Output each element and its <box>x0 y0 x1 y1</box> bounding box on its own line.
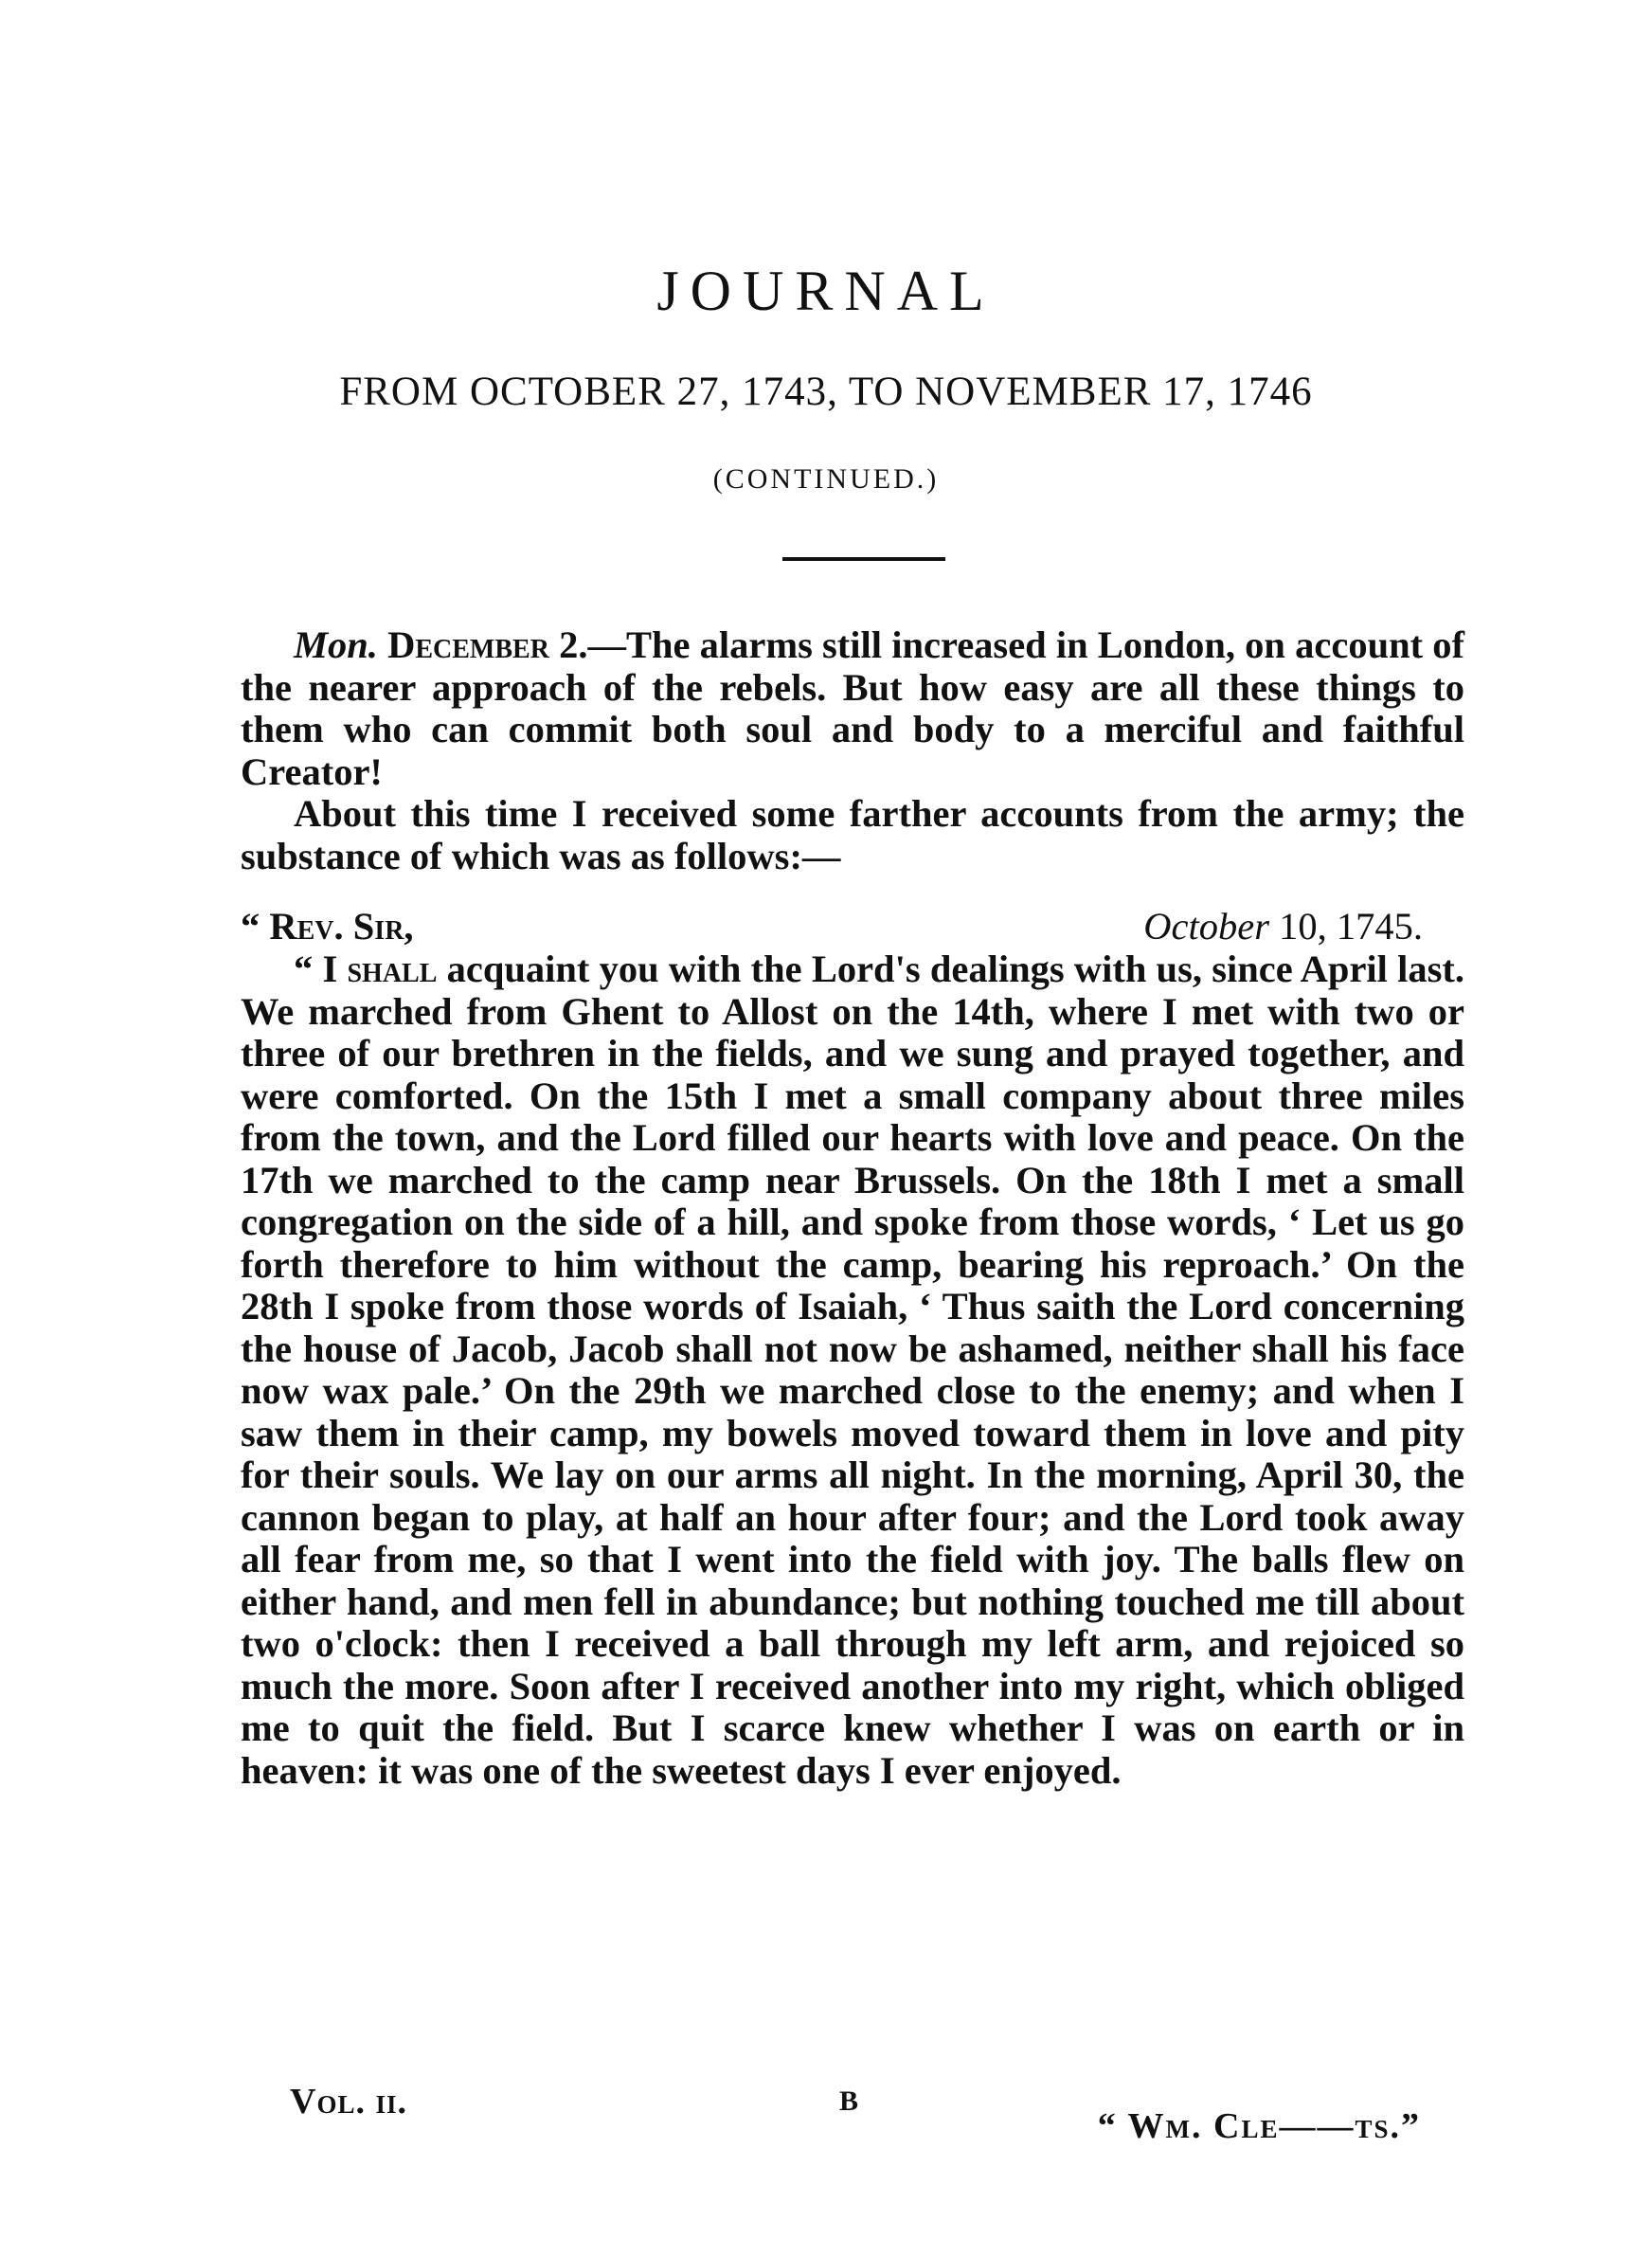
signature-mark: B <box>839 2085 859 2117</box>
entry-paragraph-1 <box>241 624 1464 793</box>
letter-date <box>1143 906 1423 948</box>
volume-label: Vol. ii. <box>290 2082 407 2122</box>
letter-signature: “ Wm. Cle——ts.” <box>1097 2106 1421 2146</box>
letter-body <box>241 948 1464 1792</box>
entry-text: —The alarms still increased in London, on account of the nearer approach of the rebels. But how easy are all these things to them who can commit both soul and body to a merciful and faithful Creator! <box>241 623 1465 793</box>
entry-date: December 2. <box>387 623 588 666</box>
letter-salutation: “ Rev. Sir, <box>241 905 414 948</box>
letter-date-rest: 10, 1745. <box>1279 905 1423 948</box>
title-rule <box>782 557 945 561</box>
letter-date-month: October <box>1143 905 1269 948</box>
letter-opening-word: I shall <box>322 948 438 990</box>
letter-header <box>241 906 1464 948</box>
journal-entry <box>241 624 1464 877</box>
page-title: JOURNAL <box>656 260 996 322</box>
entry-day: Mon. <box>294 623 378 666</box>
letter-text: acquaint you with the Lord's dealings with us, since April last. We marched from Ghent to Allost on the 14th, where I met with two or three of our brethren in the fields, and we sung and prayed together, and were comforted. On the 15th I met a small company about three miles from the town, and the Lord filled our hearts with love and peace. On the 17th we marched to the camp near Brussels. On the 18th I met a small congregation on the side of a hill, and spoke from those words, ‘ Let us go forth therefore to him without the camp, bearing his reproach.’ On the 28th I spoke from those words of Isaiah, ‘ Thus saith the Lord concerning the house of Jacob, Jacob shall not now be ashamed, neither shall his face now wax pale.’ On the 29th we marched close to the enemy; and when I saw them in their camp, my bowels moved toward them in love and pity for their souls. We lay on our arms all night. In the morning, April 30, the cannon began to play, at half an hour after four; and the Lord took away all fear from me, so that I went into the field with joy. The balls flew on either hand, and men fell in abundance; but nothing touched me till about two o'clock: then I received a ball through my left arm, and rejoiced so much the more. Soon after I received another into my right, which obliged me to quit the field. But I scarce knew whether I was on earth or in heaven: it was one of the sweetest days I ever enjoyed. <box>241 948 1465 1792</box>
page-subtitle: FROM OCTOBER 27, 1743, TO NOVEMBER 17, 1746 <box>339 370 1313 414</box>
letter-opening-quote: “ <box>294 948 323 990</box>
letter-paragraph <box>241 948 1464 1792</box>
entry-paragraph-2: About this time I received some farther accounts from the army; the substance of which was as follows:— <box>241 792 1464 877</box>
continued-label: (CONTINUED.) <box>712 463 940 495</box>
